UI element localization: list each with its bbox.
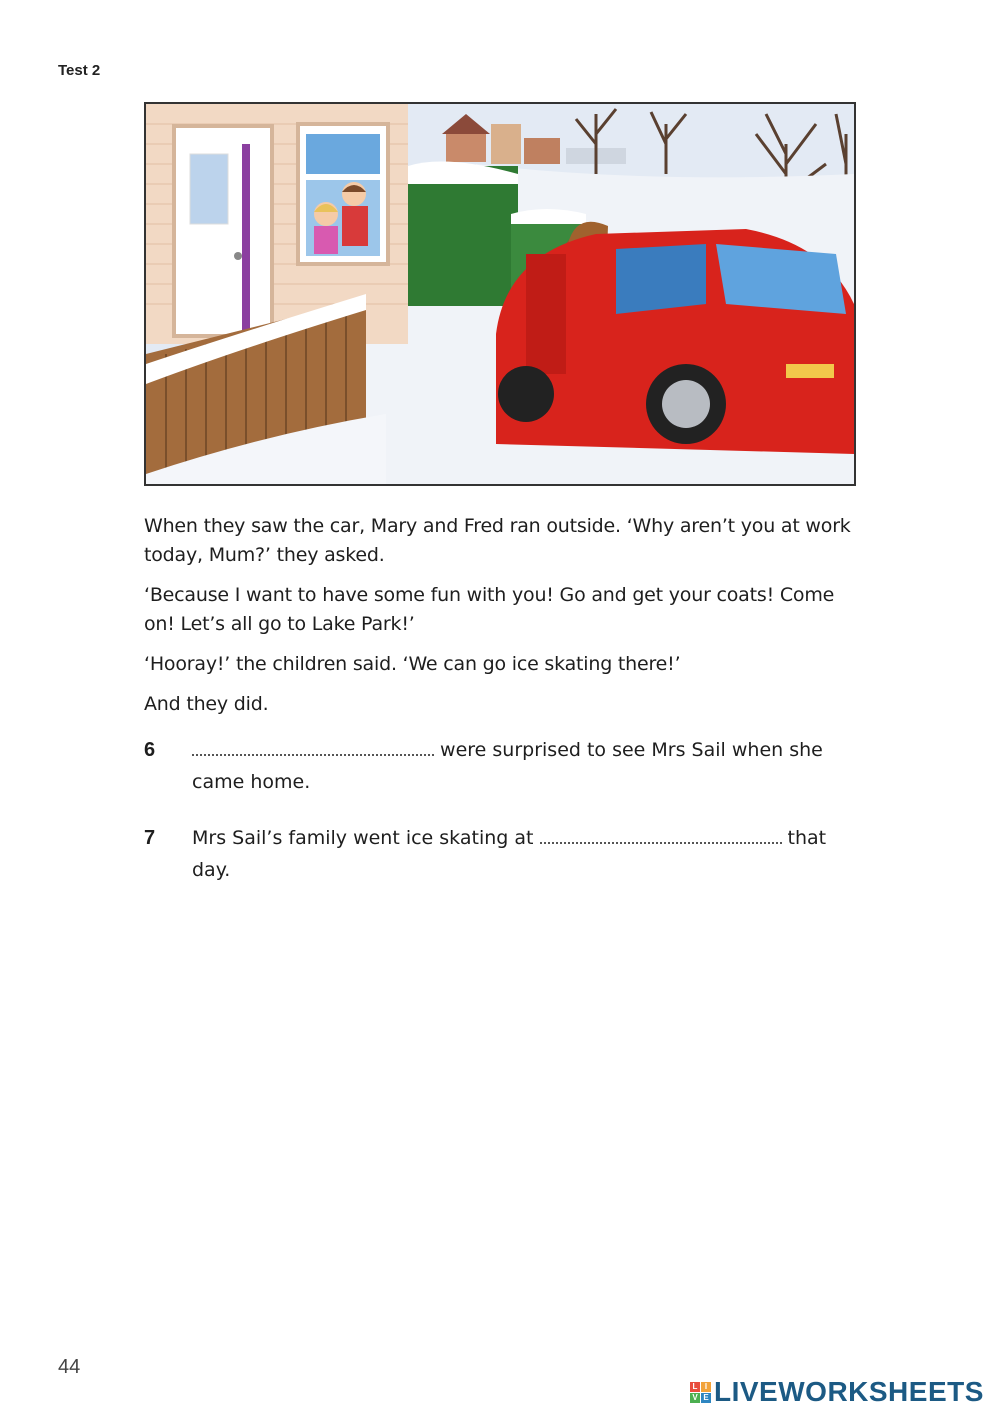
question-6 bbox=[144, 734, 864, 798]
question-text-before: Mrs Sail’s family went ice skating at bbox=[192, 827, 540, 849]
winter-scene-illustration bbox=[144, 102, 856, 486]
story-paragraph: ‘Hooray!’ the children said. ‘We can go ice skating there!’ bbox=[144, 653, 681, 675]
story-paragraph: And they did. bbox=[144, 693, 269, 715]
story-paragraph: ‘Because I want to have some fun with you! Go and get your coats! Come on! Let’s all go to Lake Park!’ bbox=[144, 584, 835, 635]
question-text-after: were surprised to see Mrs Sail when she came home. bbox=[192, 739, 823, 793]
brand-text: LIVEWORKSHEETS bbox=[714, 1376, 984, 1407]
test-label: Test 2 bbox=[58, 62, 101, 79]
brand-letter: L bbox=[690, 1382, 700, 1392]
answer-blank[interactable] bbox=[540, 824, 782, 844]
story-paragraph: When they saw the car, Mary and Fred ran outside. ‘Why aren’t you at work today, Mum?’ they asked. bbox=[144, 515, 851, 566]
question-text-after: that day. bbox=[192, 827, 827, 881]
brand-letter: V bbox=[690, 1393, 700, 1403]
question-text bbox=[192, 822, 864, 886]
red-car bbox=[496, 229, 854, 454]
question-number: 6 bbox=[144, 739, 156, 761]
question-7 bbox=[144, 822, 864, 886]
house bbox=[146, 104, 408, 484]
brand-letter: E bbox=[701, 1393, 711, 1403]
brand-mark-icon bbox=[690, 1382, 711, 1403]
question-text bbox=[192, 734, 864, 798]
question-number: 7 bbox=[144, 827, 156, 849]
brand-letter: I bbox=[701, 1382, 711, 1392]
page-number: 44 bbox=[58, 1356, 81, 1378]
liveworksheets-logo bbox=[690, 1376, 984, 1408]
answer-blank[interactable] bbox=[192, 736, 434, 756]
story-text bbox=[144, 512, 864, 730]
